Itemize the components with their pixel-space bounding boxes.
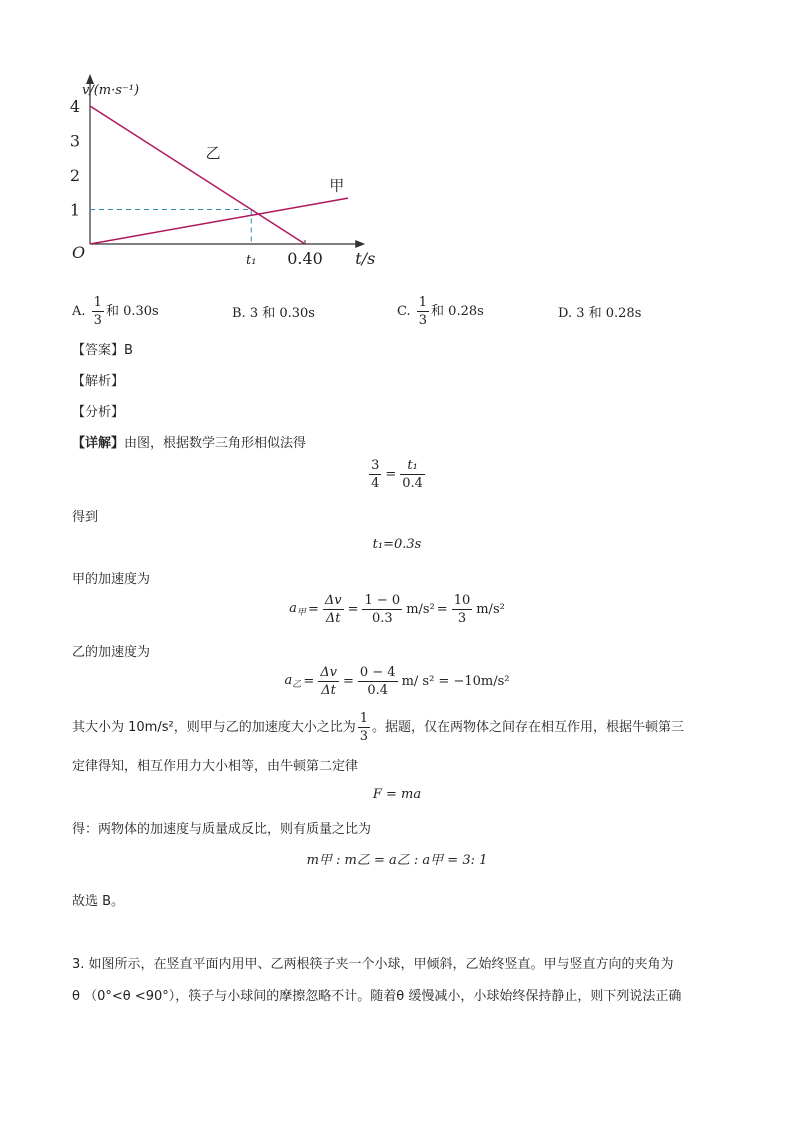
y-tick-label-2: 2 [69,166,80,185]
x-axis-label: t/s [355,249,376,268]
equation-similar-triangles [0,457,794,492]
option-a-den: 3 [93,313,102,328]
paragraph-ratio [72,710,732,745]
eq4-f1-den: Δt [321,683,336,698]
question-3-line-1: 3. 如图所示，在竖直平面内用甲、乙两根筷子夹一个小球，甲倾斜，乙始终竖直。甲与竖直方向的夹角为 [72,957,674,972]
eq4-equals: = [303,674,315,689]
got-text: 得到 [72,510,99,525]
eq4-tail: m/ s² = −10m/s² [401,674,510,689]
paragraph-mass-ratio: 得：两物体的加速度与质量成反比，则有质量之比为 [72,822,372,837]
detail-label: 【详解】 [72,436,125,451]
option-a-label: A. [72,304,86,319]
eq3-f2-num: 1 − 0 [364,593,401,608]
eq3-sub: 甲 [296,608,306,618]
eq3-f1-num: Δv [324,593,342,608]
equation-yi-acceleration [0,664,794,699]
eq3-unit-2: m/s² [476,602,505,617]
answer: 【答案】B [72,343,133,358]
option-c-text: 和 0.28s [431,304,484,319]
option-c-den: 3 [418,313,428,328]
option-c-num: 1 [418,295,428,310]
option-d: D. 3 和 0.28s [558,306,642,321]
eq3-a: a [289,601,297,616]
para1-fraction [358,710,370,745]
series-line-yi [90,106,305,244]
eq3-equals-2: = [347,602,359,617]
series-label-jia: 甲 [329,176,345,195]
paragraph-newton: 定律得知，相互作用力大小相等，由牛顿第二定律 [72,759,359,774]
velocity-time-chart [60,72,400,272]
eq4-equals-2: = [342,674,354,689]
series-line-jia [90,198,348,244]
detail-text: 由图，根据数学三角形相似法得 [124,436,307,451]
option-a-text: 和 0.30s [105,304,159,319]
jia-acc-text: 甲的加速度为 [72,572,151,587]
option-a-fraction [92,294,104,329]
eq3-f3-num: 10 [453,593,471,608]
eq1-lhs-num: 3 [371,458,380,473]
para1-num: 1 [359,711,368,726]
analysis-title: 【解析】 [72,374,125,389]
y-tick-label-3: 3 [69,131,80,151]
eq4-a: a [284,673,293,688]
option-b: B. 3 和 0.30s [232,306,315,321]
eq3-f2-den: 0.3 [371,611,393,626]
eq3-unit: m/s² [406,602,435,617]
origin-label: O [72,243,86,262]
eq3-f3-den: 3 [457,611,467,626]
eq1-rhs-num: t₁ [400,457,425,475]
eq3-equals-3: = [436,602,448,617]
y-tick-label-4: 4 [69,97,80,116]
eq3-f1-den: Δt [325,611,341,626]
eq4-sub: 乙 [292,680,302,690]
eq4-f2-den: 0.4 [367,683,389,698]
equation-newton-second: F = ma [372,787,422,802]
eq1-lhs-den: 4 [371,476,380,491]
series-label-yi: 乙 [205,143,221,162]
equation-mass-ratio: m甲 : m乙 = a乙 : a甲 = 3: 1 [306,853,488,868]
eq1-equals: = [385,467,397,482]
x-axis-arrow [355,240,365,248]
option-a [72,294,159,329]
x-tick-label-0.40: 0.40 [287,249,323,268]
y-tick-label-1: 1 [69,200,80,220]
option-c [397,294,484,329]
detail-line [72,432,306,451]
para1-part-b: 。据题，仅在两物体之间存在相互作用，根据牛顿第三 [371,720,684,735]
para1-part-a: 其大小为 10m/s²，则甲与乙的加速度大小之比为 [72,720,356,735]
x-tick-label-t1: t₁ [246,253,257,268]
eq4-f2-num: 0 − 4 [359,665,396,680]
yi-acc-text: 乙的加速度为 [72,645,151,660]
fenxi-title: 【分析】 [72,405,125,420]
eq3-equals: = [307,602,319,617]
equation-jia-acceleration [0,592,794,627]
question-3-line-2: θ （0°<θ <90°），筷子与小球间的摩擦忽略不计。随着θ 缓慢减小，小球始终保持静止，则下列说法正确 [72,989,682,1004]
para1-den: 3 [359,729,368,744]
option-c-label: C. [397,304,411,319]
option-c-fraction [417,294,429,329]
conclusion: 故选 B。 [72,894,125,909]
y-axis-label: v/(m·s⁻¹) [82,83,140,98]
eq1-rhs-den: 0.4 [402,476,423,491]
eq4-f1-num: Δv [320,665,337,680]
option-a-num: 1 [93,295,102,310]
equation-t1: t₁=0.3s [372,537,422,552]
